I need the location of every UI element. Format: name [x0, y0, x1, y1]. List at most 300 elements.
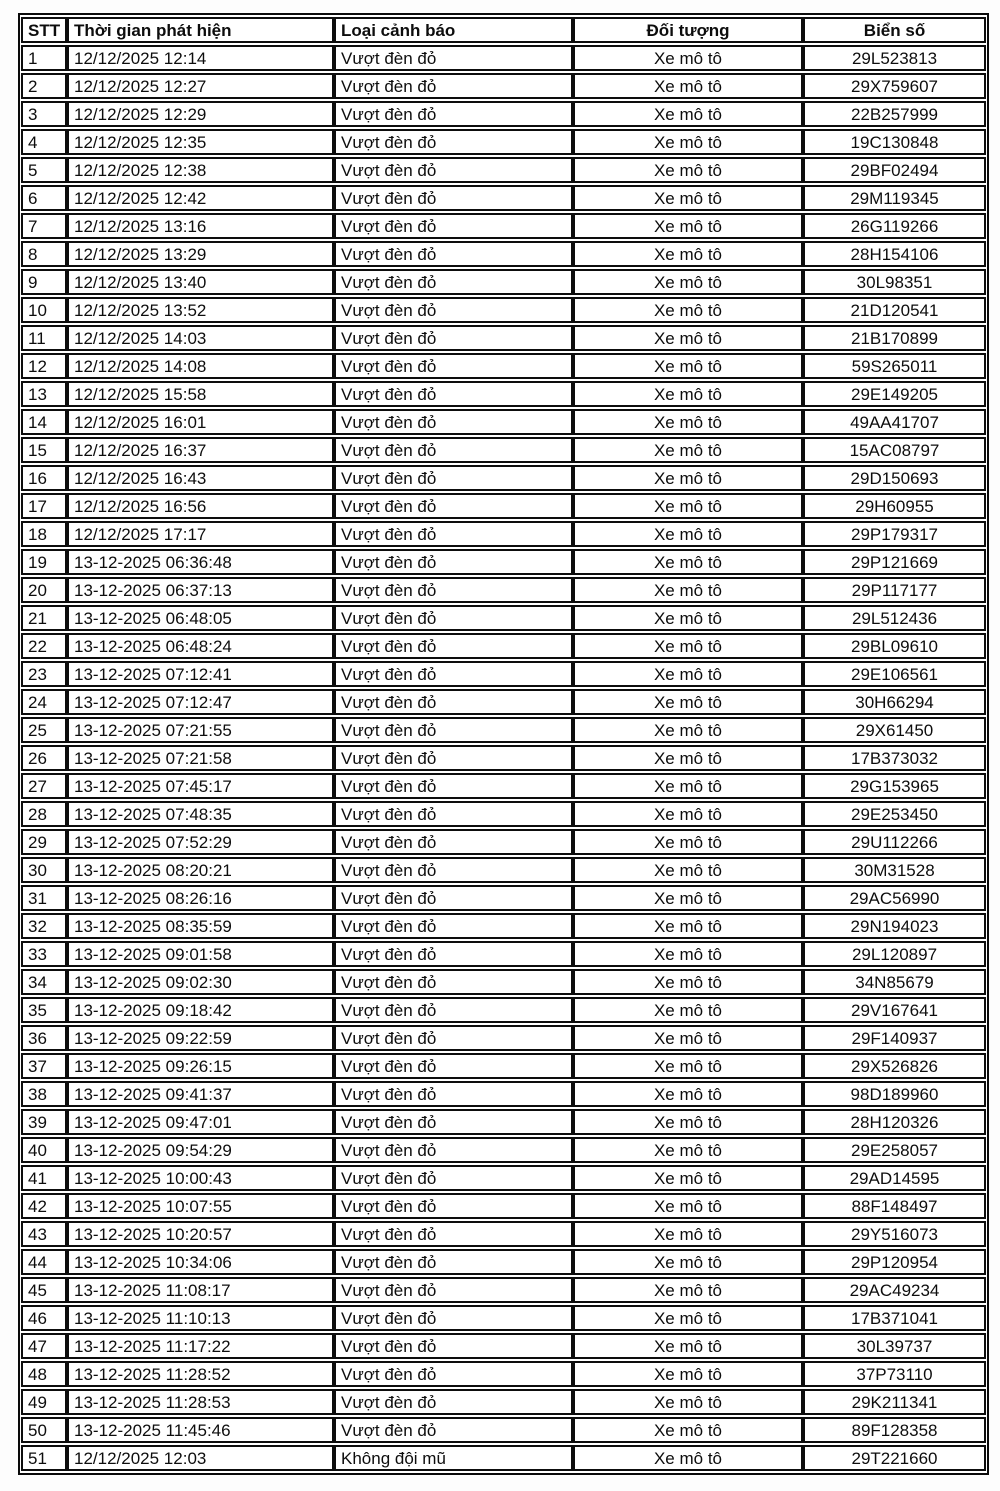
cell-stt: 48	[21, 1361, 67, 1387]
cell-object: Xe mô tô	[573, 829, 803, 855]
cell-detection-time: 12/12/2025 16:37	[67, 437, 334, 463]
cell-warning-type: Vượt đèn đỏ	[334, 745, 573, 771]
cell-warning-type: Vượt đèn đỏ	[334, 885, 573, 911]
cell-warning-type: Vượt đèn đỏ	[334, 1333, 573, 1359]
cell-detection-time: 13-12-2025 09:26:15	[67, 1053, 334, 1079]
table-row	[21, 745, 986, 771]
table-row	[21, 213, 986, 239]
cell-detection-time: 13-12-2025 10:20:57	[67, 1221, 334, 1247]
cell-stt: 12	[21, 353, 67, 379]
cell-plate: 29BF02494	[803, 157, 986, 183]
cell-plate: 21D120541	[803, 297, 986, 323]
cell-object: Xe mô tô	[573, 493, 803, 519]
cell-object: Xe mô tô	[573, 885, 803, 911]
table-row	[21, 381, 986, 407]
cell-warning-type: Vượt đèn đỏ	[334, 1025, 573, 1051]
cell-object: Xe mô tô	[573, 1221, 803, 1247]
cell-object: Xe mô tô	[573, 1417, 803, 1443]
cell-detection-time: 12/12/2025 12:03	[67, 1445, 334, 1471]
cell-warning-type: Vượt đèn đỏ	[334, 45, 573, 71]
cell-warning-type: Vượt đèn đỏ	[334, 1417, 573, 1443]
table-row	[21, 633, 986, 659]
cell-stt: 35	[21, 997, 67, 1023]
cell-stt: 26	[21, 745, 67, 771]
cell-plate: 21B170899	[803, 325, 986, 351]
cell-object: Xe mô tô	[573, 269, 803, 295]
table-row	[21, 1305, 986, 1331]
cell-stt: 37	[21, 1053, 67, 1079]
cell-object: Xe mô tô	[573, 45, 803, 71]
table-row	[21, 1081, 986, 1107]
cell-object: Xe mô tô	[573, 717, 803, 743]
cell-object: Xe mô tô	[573, 325, 803, 351]
cell-plate: 29AC49234	[803, 1277, 986, 1303]
table-row	[21, 465, 986, 491]
cell-stt: 50	[21, 1417, 67, 1443]
cell-warning-type: Vượt đèn đỏ	[334, 1109, 573, 1135]
cell-stt: 1	[21, 45, 67, 71]
cell-detection-time: 12/12/2025 16:56	[67, 493, 334, 519]
cell-plate: 19C130848	[803, 129, 986, 155]
cell-stt: 31	[21, 885, 67, 911]
cell-stt: 9	[21, 269, 67, 295]
cell-object: Xe mô tô	[573, 773, 803, 799]
cell-plate: 29V167641	[803, 997, 986, 1023]
cell-plate: 29P179317	[803, 521, 986, 547]
cell-detection-time: 12/12/2025 16:43	[67, 465, 334, 491]
cell-plate: 29Y516073	[803, 1221, 986, 1247]
cell-object: Xe mô tô	[573, 213, 803, 239]
cell-stt: 19	[21, 549, 67, 575]
cell-plate: 30L39737	[803, 1333, 986, 1359]
cell-stt: 45	[21, 1277, 67, 1303]
header-detection-time: Thời gian phát hiện	[67, 17, 334, 43]
cell-stt: 4	[21, 129, 67, 155]
violations-table	[21, 15, 986, 1473]
cell-warning-type: Vượt đèn đỏ	[334, 1221, 573, 1247]
cell-detection-time: 13-12-2025 08:20:21	[67, 857, 334, 883]
cell-object: Xe mô tô	[573, 73, 803, 99]
cell-object: Xe mô tô	[573, 1081, 803, 1107]
cell-detection-time: 13-12-2025 07:21:55	[67, 717, 334, 743]
cell-plate: 49AA41707	[803, 409, 986, 435]
table-row	[21, 1221, 986, 1247]
cell-detection-time: 13-12-2025 06:37:13	[67, 577, 334, 603]
cell-warning-type: Vượt đèn đỏ	[334, 269, 573, 295]
cell-warning-type: Vượt đèn đỏ	[334, 913, 573, 939]
cell-plate: 29X759607	[803, 73, 986, 99]
cell-plate: 30M31528	[803, 857, 986, 883]
cell-stt: 40	[21, 1137, 67, 1163]
cell-object: Xe mô tô	[573, 297, 803, 323]
cell-plate: 29U112266	[803, 829, 986, 855]
table-row	[21, 689, 986, 715]
cell-plate: 59S265011	[803, 353, 986, 379]
table-row	[21, 997, 986, 1023]
cell-stt: 11	[21, 325, 67, 351]
cell-warning-type: Vượt đèn đỏ	[334, 633, 573, 659]
header-object: Đối tượng	[573, 17, 803, 43]
cell-plate: 29E253450	[803, 801, 986, 827]
cell-detection-time: 12/12/2025 12:14	[67, 45, 334, 71]
cell-object: Xe mô tô	[573, 605, 803, 631]
cell-object: Xe mô tô	[573, 549, 803, 575]
cell-warning-type: Vượt đèn đỏ	[334, 549, 573, 575]
cell-warning-type: Vượt đèn đỏ	[334, 297, 573, 323]
table-row	[21, 829, 986, 855]
cell-warning-type: Vượt đèn đỏ	[334, 1249, 573, 1275]
cell-warning-type: Vượt đèn đỏ	[334, 1053, 573, 1079]
cell-detection-time: 13-12-2025 07:45:17	[67, 773, 334, 799]
cell-plate: 30L98351	[803, 269, 986, 295]
cell-warning-type: Vượt đèn đỏ	[334, 1165, 573, 1191]
table-header-row	[21, 17, 986, 43]
cell-object: Xe mô tô	[573, 1389, 803, 1415]
table-row	[21, 297, 986, 323]
cell-stt: 30	[21, 857, 67, 883]
cell-warning-type: Vượt đèn đỏ	[334, 437, 573, 463]
cell-stt: 7	[21, 213, 67, 239]
table-row	[21, 241, 986, 267]
cell-warning-type: Vượt đèn đỏ	[334, 409, 573, 435]
cell-stt: 51	[21, 1445, 67, 1471]
table-row	[21, 129, 986, 155]
cell-plate: 29P120954	[803, 1249, 986, 1275]
cell-object: Xe mô tô	[573, 129, 803, 155]
cell-detection-time: 13-12-2025 11:45:46	[67, 1417, 334, 1443]
table-row	[21, 101, 986, 127]
table-row	[21, 717, 986, 743]
table-row	[21, 185, 986, 211]
cell-warning-type: Vượt đèn đỏ	[334, 157, 573, 183]
cell-warning-type: Không đội mũ	[334, 1445, 573, 1471]
cell-stt: 13	[21, 381, 67, 407]
cell-warning-type: Vượt đèn đỏ	[334, 661, 573, 687]
cell-object: Xe mô tô	[573, 857, 803, 883]
cell-detection-time: 12/12/2025 15:58	[67, 381, 334, 407]
cell-object: Xe mô tô	[573, 1137, 803, 1163]
table-row	[21, 1165, 986, 1191]
cell-stt: 43	[21, 1221, 67, 1247]
cell-plate: 29AC56990	[803, 885, 986, 911]
cell-stt: 44	[21, 1249, 67, 1275]
cell-warning-type: Vượt đèn đỏ	[334, 381, 573, 407]
cell-detection-time: 13-12-2025 11:08:17	[67, 1277, 334, 1303]
cell-warning-type: Vượt đèn đỏ	[334, 689, 573, 715]
cell-object: Xe mô tô	[573, 409, 803, 435]
cell-object: Xe mô tô	[573, 997, 803, 1023]
cell-object: Xe mô tô	[573, 913, 803, 939]
cell-stt: 33	[21, 941, 67, 967]
cell-detection-time: 12/12/2025 14:03	[67, 325, 334, 351]
table-row	[21, 605, 986, 631]
cell-object: Xe mô tô	[573, 1305, 803, 1331]
cell-object: Xe mô tô	[573, 689, 803, 715]
cell-detection-time: 13-12-2025 07:12:47	[67, 689, 334, 715]
cell-plate: 17B373032	[803, 745, 986, 771]
table-row	[21, 73, 986, 99]
cell-plate: 29L120897	[803, 941, 986, 967]
cell-detection-time: 13-12-2025 09:01:58	[67, 941, 334, 967]
table-row	[21, 1417, 986, 1443]
cell-plate: 30H66294	[803, 689, 986, 715]
table-header	[21, 17, 986, 43]
cell-object: Xe mô tô	[573, 521, 803, 547]
cell-stt: 3	[21, 101, 67, 127]
table-row	[21, 773, 986, 799]
cell-detection-time: 12/12/2025 12:27	[67, 73, 334, 99]
cell-object: Xe mô tô	[573, 1109, 803, 1135]
cell-object: Xe mô tô	[573, 745, 803, 771]
cell-warning-type: Vượt đèn đỏ	[334, 213, 573, 239]
cell-warning-type: Vượt đèn đỏ	[334, 997, 573, 1023]
cell-object: Xe mô tô	[573, 661, 803, 687]
cell-stt: 28	[21, 801, 67, 827]
table-body	[21, 45, 986, 1471]
cell-detection-time: 12/12/2025 12:35	[67, 129, 334, 155]
cell-plate: 29K211341	[803, 1389, 986, 1415]
cell-object: Xe mô tô	[573, 437, 803, 463]
table-row	[21, 1053, 986, 1079]
cell-detection-time: 12/12/2025 13:40	[67, 269, 334, 295]
cell-detection-time: 13-12-2025 07:12:41	[67, 661, 334, 687]
cell-stt: 10	[21, 297, 67, 323]
cell-stt: 20	[21, 577, 67, 603]
cell-stt: 2	[21, 73, 67, 99]
cell-object: Xe mô tô	[573, 185, 803, 211]
cell-object: Xe mô tô	[573, 381, 803, 407]
cell-plate: 28H120326	[803, 1109, 986, 1135]
cell-stt: 34	[21, 969, 67, 995]
cell-warning-type: Vượt đèn đỏ	[334, 241, 573, 267]
cell-warning-type: Vượt đèn đỏ	[334, 1081, 573, 1107]
cell-plate: 29T221660	[803, 1445, 986, 1471]
header-warning-type: Loại cảnh báo	[334, 17, 573, 43]
cell-stt: 18	[21, 521, 67, 547]
cell-object: Xe mô tô	[573, 941, 803, 967]
cell-warning-type: Vượt đèn đỏ	[334, 605, 573, 631]
header-stt: STT	[21, 17, 67, 43]
cell-plate: 17B371041	[803, 1305, 986, 1331]
cell-warning-type: Vượt đèn đỏ	[334, 1277, 573, 1303]
cell-warning-type: Vượt đèn đỏ	[334, 941, 573, 967]
cell-plate: 98D189960	[803, 1081, 986, 1107]
table-row	[21, 1361, 986, 1387]
table-row	[21, 1025, 986, 1051]
violations-table-border	[18, 13, 989, 1475]
cell-detection-time: 13-12-2025 11:28:52	[67, 1361, 334, 1387]
cell-object: Xe mô tô	[573, 1249, 803, 1275]
cell-stt: 49	[21, 1389, 67, 1415]
table-row	[21, 857, 986, 883]
table-row	[21, 801, 986, 827]
cell-warning-type: Vượt đèn đỏ	[334, 465, 573, 491]
cell-stt: 15	[21, 437, 67, 463]
cell-object: Xe mô tô	[573, 1053, 803, 1079]
table-row	[21, 1109, 986, 1135]
cell-object: Xe mô tô	[573, 353, 803, 379]
cell-plate: 29P117177	[803, 577, 986, 603]
cell-detection-time: 12/12/2025 13:52	[67, 297, 334, 323]
cell-plate: 29X61450	[803, 717, 986, 743]
cell-detection-time: 13-12-2025 07:48:35	[67, 801, 334, 827]
cell-warning-type: Vượt đèn đỏ	[334, 73, 573, 99]
cell-warning-type: Vượt đèn đỏ	[334, 101, 573, 127]
cell-detection-time: 12/12/2025 12:29	[67, 101, 334, 127]
table-row	[21, 353, 986, 379]
cell-object: Xe mô tô	[573, 1025, 803, 1051]
table-row	[21, 325, 986, 351]
cell-stt: 41	[21, 1165, 67, 1191]
cell-warning-type: Vượt đèn đỏ	[334, 521, 573, 547]
table-row	[21, 157, 986, 183]
cell-warning-type: Vượt đèn đỏ	[334, 829, 573, 855]
cell-plate: 89F128358	[803, 1417, 986, 1443]
cell-stt: 17	[21, 493, 67, 519]
cell-warning-type: Vượt đèn đỏ	[334, 717, 573, 743]
cell-plate: 29E258057	[803, 1137, 986, 1163]
cell-detection-time: 13-12-2025 10:07:55	[67, 1193, 334, 1219]
cell-object: Xe mô tô	[573, 1445, 803, 1471]
cell-plate: 29E149205	[803, 381, 986, 407]
cell-stt: 14	[21, 409, 67, 435]
cell-detection-time: 13-12-2025 09:47:01	[67, 1109, 334, 1135]
cell-detection-time: 13-12-2025 09:02:30	[67, 969, 334, 995]
cell-stt: 29	[21, 829, 67, 855]
cell-detection-time: 13-12-2025 07:21:58	[67, 745, 334, 771]
cell-stt: 42	[21, 1193, 67, 1219]
cell-plate: 37P73110	[803, 1361, 986, 1387]
cell-detection-time: 13-12-2025 06:48:24	[67, 633, 334, 659]
table-row	[21, 437, 986, 463]
cell-detection-time: 12/12/2025 14:08	[67, 353, 334, 379]
table-row	[21, 1333, 986, 1359]
table-row	[21, 549, 986, 575]
cell-object: Xe mô tô	[573, 1333, 803, 1359]
cell-object: Xe mô tô	[573, 157, 803, 183]
cell-plate: 26G119266	[803, 213, 986, 239]
cell-plate: 28H154106	[803, 241, 986, 267]
table-row	[21, 969, 986, 995]
cell-detection-time: 12/12/2025 12:38	[67, 157, 334, 183]
cell-plate: 29D150693	[803, 465, 986, 491]
table-row	[21, 521, 986, 547]
cell-detection-time: 12/12/2025 17:17	[67, 521, 334, 547]
cell-object: Xe mô tô	[573, 465, 803, 491]
cell-detection-time: 13-12-2025 06:36:48	[67, 549, 334, 575]
cell-plate: 29H60955	[803, 493, 986, 519]
table-row	[21, 1277, 986, 1303]
cell-detection-time: 13-12-2025 10:34:06	[67, 1249, 334, 1275]
cell-detection-time: 13-12-2025 08:35:59	[67, 913, 334, 939]
cell-stt: 25	[21, 717, 67, 743]
cell-stt: 5	[21, 157, 67, 183]
cell-plate: 29F140937	[803, 1025, 986, 1051]
cell-detection-time: 13-12-2025 10:00:43	[67, 1165, 334, 1191]
cell-detection-time: 13-12-2025 11:28:53	[67, 1389, 334, 1415]
cell-detection-time: 12/12/2025 13:16	[67, 213, 334, 239]
cell-warning-type: Vượt đèn đỏ	[334, 353, 573, 379]
header-plate: Biển số	[803, 17, 986, 43]
cell-detection-time: 13-12-2025 11:17:22	[67, 1333, 334, 1359]
table-row	[21, 1389, 986, 1415]
cell-detection-time: 12/12/2025 13:29	[67, 241, 334, 267]
cell-detection-time: 13-12-2025 11:10:13	[67, 1305, 334, 1331]
table-row	[21, 577, 986, 603]
cell-detection-time: 13-12-2025 09:22:59	[67, 1025, 334, 1051]
cell-plate: 29L512436	[803, 605, 986, 631]
cell-detection-time: 12/12/2025 12:42	[67, 185, 334, 211]
cell-stt: 21	[21, 605, 67, 631]
cell-stt: 27	[21, 773, 67, 799]
cell-warning-type: Vượt đèn đỏ	[334, 1137, 573, 1163]
cell-stt: 23	[21, 661, 67, 687]
cell-plate: 29X526826	[803, 1053, 986, 1079]
cell-plate: 29N194023	[803, 913, 986, 939]
cell-stt: 47	[21, 1333, 67, 1359]
cell-stt: 36	[21, 1025, 67, 1051]
cell-plate: 29G153965	[803, 773, 986, 799]
cell-warning-type: Vượt đèn đỏ	[334, 129, 573, 155]
cell-detection-time: 13-12-2025 09:54:29	[67, 1137, 334, 1163]
table-row	[21, 1137, 986, 1163]
table-row	[21, 661, 986, 687]
cell-plate: 29E106561	[803, 661, 986, 687]
cell-warning-type: Vượt đèn đỏ	[334, 1305, 573, 1331]
cell-warning-type: Vượt đèn đỏ	[334, 185, 573, 211]
cell-object: Xe mô tô	[573, 1165, 803, 1191]
cell-object: Xe mô tô	[573, 577, 803, 603]
cell-stt: 32	[21, 913, 67, 939]
cell-warning-type: Vượt đèn đỏ	[334, 773, 573, 799]
table-row	[21, 269, 986, 295]
cell-warning-type: Vượt đèn đỏ	[334, 1361, 573, 1387]
cell-detection-time: 13-12-2025 07:52:29	[67, 829, 334, 855]
cell-object: Xe mô tô	[573, 241, 803, 267]
cell-stt: 16	[21, 465, 67, 491]
cell-plate: 22B257999	[803, 101, 986, 127]
cell-warning-type: Vượt đèn đỏ	[334, 325, 573, 351]
cell-warning-type: Vượt đèn đỏ	[334, 493, 573, 519]
cell-detection-time: 12/12/2025 16:01	[67, 409, 334, 435]
cell-object: Xe mô tô	[573, 1361, 803, 1387]
cell-stt: 46	[21, 1305, 67, 1331]
table-row	[21, 941, 986, 967]
table-row	[21, 885, 986, 911]
table-row	[21, 1193, 986, 1219]
cell-plate: 29BL09610	[803, 633, 986, 659]
cell-stt: 8	[21, 241, 67, 267]
cell-plate: 34N85679	[803, 969, 986, 995]
cell-plate: 29AD14595	[803, 1165, 986, 1191]
cell-warning-type: Vượt đèn đỏ	[334, 969, 573, 995]
cell-detection-time: 13-12-2025 09:41:37	[67, 1081, 334, 1107]
cell-plate: 88F148497	[803, 1193, 986, 1219]
table-row	[21, 409, 986, 435]
table-row	[21, 45, 986, 71]
cell-stt: 6	[21, 185, 67, 211]
table-row	[21, 913, 986, 939]
cell-plate: 15AC08797	[803, 437, 986, 463]
cell-plate: 29P121669	[803, 549, 986, 575]
cell-warning-type: Vượt đèn đỏ	[334, 1193, 573, 1219]
cell-stt: 38	[21, 1081, 67, 1107]
cell-detection-time: 13-12-2025 08:26:16	[67, 885, 334, 911]
cell-object: Xe mô tô	[573, 101, 803, 127]
table-row	[21, 1445, 986, 1471]
cell-stt: 24	[21, 689, 67, 715]
cell-object: Xe mô tô	[573, 969, 803, 995]
